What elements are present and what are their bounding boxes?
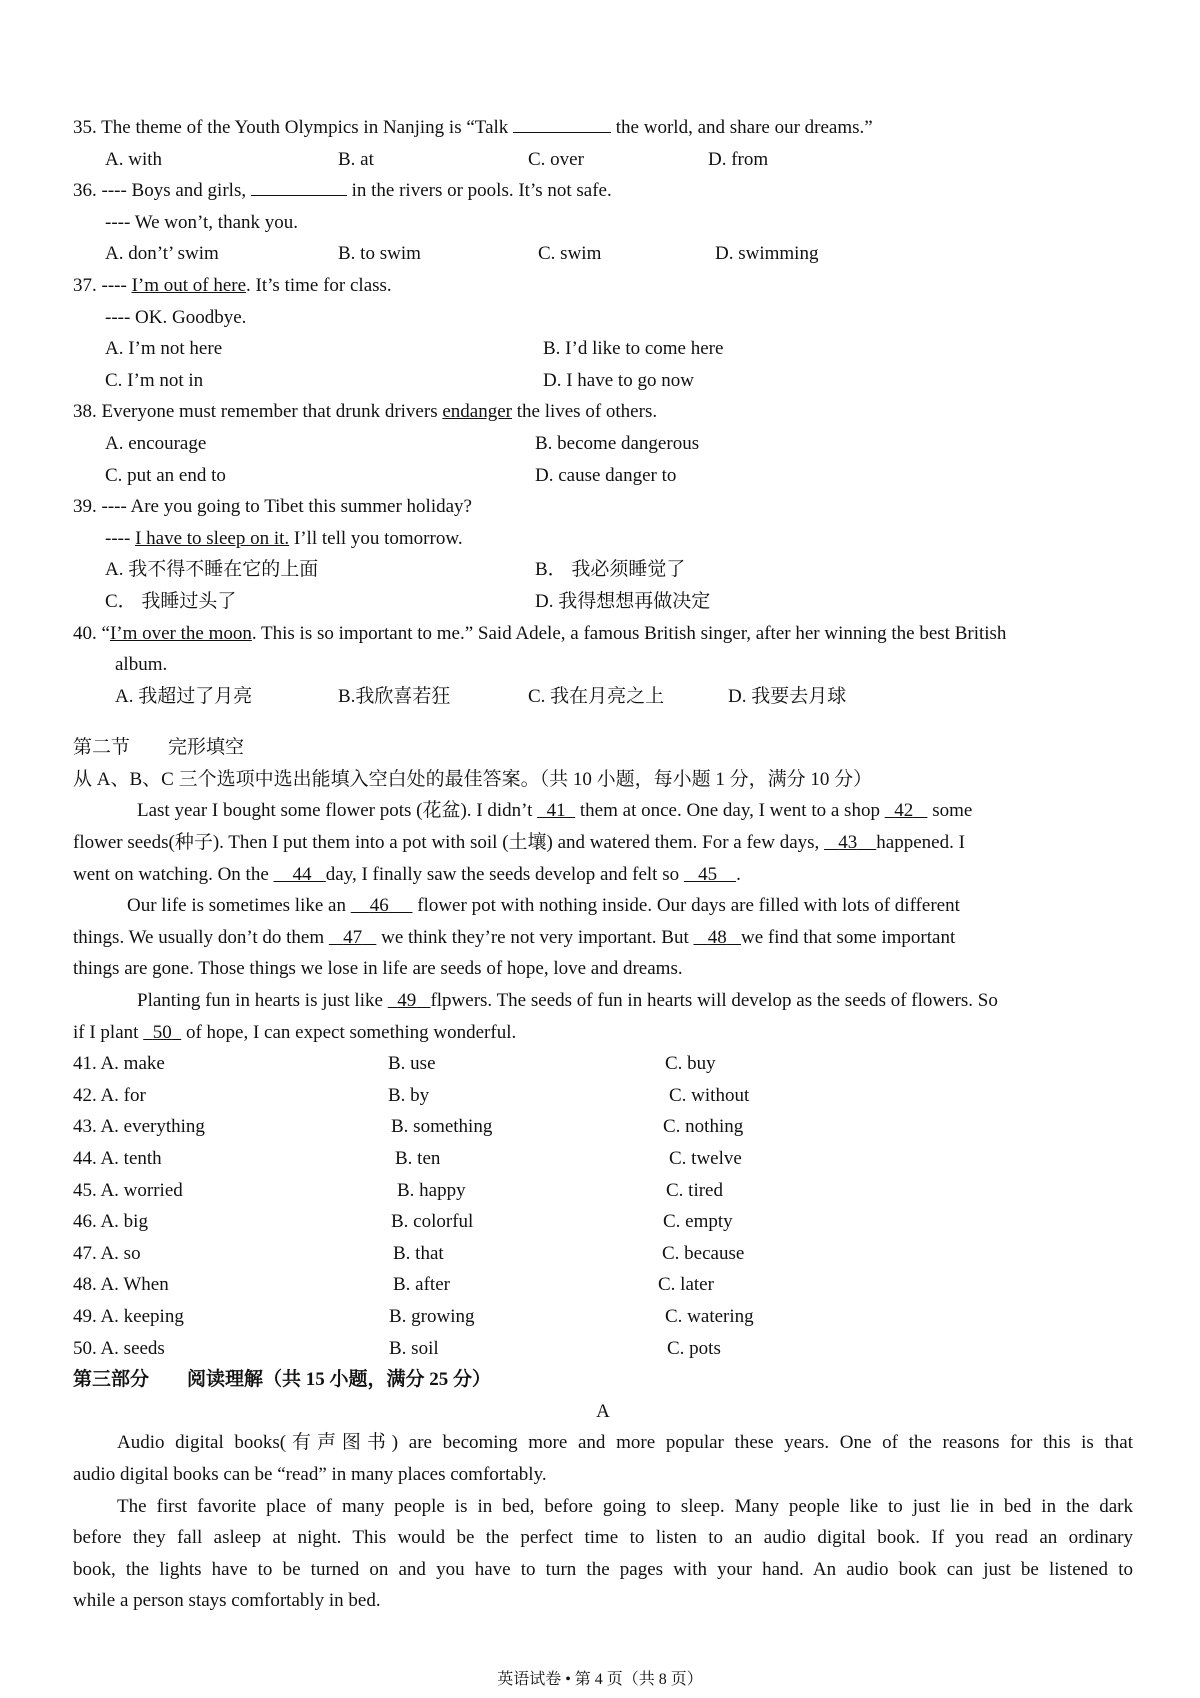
reading-p2-line2: before they fall asleep at night. This would be the perfect time to listen to an audio digital book. If you read an ordinary (73, 1527, 1133, 1549)
question-39-options-row1 (73, 554, 1133, 586)
q36-reply: ---- We won’t, thank you. (105, 211, 299, 233)
question-38-options-row2 (73, 460, 1133, 492)
q39-option-b: B． 我必须睡觉了 (535, 559, 686, 581)
option-49-c: C. watering (665, 1305, 754, 1327)
cloze-text: if I plant (73, 1021, 144, 1043)
q37-option-c: C. I’m not in (105, 369, 204, 391)
q35-option-a: A. with (105, 148, 162, 170)
blank-49 (388, 990, 431, 1011)
option-48-c: C. later (658, 1274, 714, 1296)
blank-47 (329, 927, 377, 948)
question-35-stem (73, 112, 1133, 144)
option-50-b: B. soil (389, 1337, 439, 1359)
option-41-b: B. use (388, 1053, 436, 1075)
cloze-p3-line1 (73, 985, 1133, 1017)
q36-blank (251, 175, 347, 196)
option-44-a: 44. A. tenth (73, 1148, 162, 1169)
q39-reply (73, 523, 1133, 555)
q40-option-c: C. 我在月亮之上 (528, 685, 665, 707)
q36-stem-b: in the rivers or pools. It’s not safe. (346, 180, 612, 202)
blank-50-number: 50 (152, 1021, 172, 1043)
blank-46 (351, 895, 413, 916)
cloze-options-47 (73, 1238, 1133, 1270)
option-48-a: 48. A. When (73, 1274, 169, 1296)
cloze-p2-line3: things are gone. Those things we lose in life are seeds of hope, love and dreams. (73, 958, 683, 980)
question-39-stem: 39. ---- Are you going to Tibet this summer holiday? (73, 496, 472, 518)
q37-option-d: D. I have to go now (543, 369, 694, 391)
q37-reply: ---- OK. Goodbye. (105, 306, 247, 328)
cloze-options-45 (73, 1175, 1133, 1207)
cloze-text: day, I finally saw the seeds develop and felt so (325, 863, 684, 885)
spacer (73, 712, 1133, 732)
cloze-text: we find that some important (740, 926, 956, 948)
q37-suffix: . It’s time for class. (246, 274, 392, 296)
q40-option-d: D. 我要去月球 (728, 685, 847, 707)
blank-46-number: 46 (369, 895, 389, 917)
cloze-text: . (736, 863, 741, 885)
reading-p1-line1: Audio digital books(有声图书) are becoming more and more popular these years. One of the reasons for this is that (117, 1432, 1133, 1454)
q35-blank (513, 112, 611, 133)
question-38-options-row1 (73, 428, 1133, 460)
cloze-options-50 (73, 1333, 1133, 1365)
option-42-b: B. by (388, 1084, 430, 1106)
q40-stem-continued: album. (115, 654, 168, 676)
question-36-options (73, 238, 1133, 270)
option-43-b: B. something (391, 1116, 493, 1138)
cloze-text: things. We usually don’t do them (73, 926, 329, 948)
option-48-b: B. after (393, 1274, 450, 1296)
question-38-stem (73, 396, 1133, 428)
q36-option-b: B. to swim (338, 243, 421, 265)
cloze-p3-line2 (73, 1017, 1133, 1049)
q39-option-a: A. 我不得不睡在它的上面 (105, 559, 319, 581)
cloze-p1-line3 (73, 859, 1133, 891)
blank-42 (885, 800, 928, 821)
section-2-instruction: 从 A、B、C 三个选项中选出能填入空白处的最佳答案。（共 10 小题，每小题 1 分，满分 10 分） (73, 768, 873, 790)
option-46-c: C. empty (663, 1211, 733, 1233)
q38-option-c: C. put an end to (105, 464, 226, 486)
q37-underlined-phrase: I’m out of here (131, 274, 247, 296)
cloze-text: flower seeds(种子). Then I put them into a pot with soil (土壤) and watered them. For a few days, (73, 832, 825, 854)
option-49-a: 49. A. keeping (73, 1305, 184, 1327)
option-47-b: B. that (393, 1242, 444, 1264)
cloze-p2-line2 (73, 922, 1133, 954)
q35-option-b: B. at (338, 148, 374, 170)
cloze-text: Last year I bought some flower pots (花盆). I didn’t (137, 800, 538, 822)
q35-option-d: D. from (708, 148, 769, 170)
blank-45 (684, 864, 736, 885)
cloze-options-41 (73, 1048, 1133, 1080)
blank-41 (537, 800, 575, 821)
exam-page (73, 112, 1133, 1617)
blank-45-number: 45 (698, 863, 718, 885)
blank-43 (824, 832, 876, 853)
q39-prefix: ---- (105, 527, 136, 549)
q38-option-d: D. cause danger to (535, 464, 677, 486)
option-47-a: 47. A. so (73, 1242, 141, 1264)
q35-stem-a: 35. The theme of the Youth Olympics in Nanjing is “Talk (73, 117, 514, 138)
cloze-options-48 (73, 1269, 1133, 1301)
cloze-text: flpwers. The seeds of fun in hearts will develop as the seeds of flowers. So (430, 990, 998, 1012)
cloze-options-42 (73, 1080, 1133, 1112)
q40-suffix: . This is so important to me.” Said Adele, a famous British singer, after her winning the best British (251, 622, 1007, 644)
q36-stem-a: 36. ---- Boys and girls, (73, 180, 251, 202)
q40-option-a: A. 我超过了月亮 (115, 685, 253, 707)
option-49-b: B. growing (389, 1305, 475, 1327)
option-45-b: B. happy (397, 1179, 466, 1201)
blank-47-number: 47 (343, 926, 363, 948)
cloze-text: Planting fun in hearts is just like (137, 990, 388, 1012)
cloze-options-49 (73, 1301, 1133, 1333)
question-40-options (73, 681, 1133, 713)
cloze-text: happened. I (876, 832, 965, 854)
option-42-a: 42. A. for (73, 1084, 146, 1106)
option-47-c: C. because (662, 1242, 745, 1264)
question-40-stem (73, 618, 1133, 650)
q38-underlined-word: endanger (442, 401, 512, 423)
option-50-a: 50. A. seeds (73, 1337, 165, 1359)
cloze-text: some (927, 800, 973, 822)
q40-prefix: 40. “ (73, 622, 110, 644)
q36-option-d: D. swimming (715, 243, 819, 265)
option-50-c: C. pots (667, 1337, 721, 1359)
cloze-text: Our life is sometimes like an (127, 895, 351, 917)
question-37-stem (73, 270, 1133, 302)
q39-option-d: D. 我得想想再做决定 (535, 590, 711, 612)
reading-p1-line2: audio digital books can be “read” in many places comfortably. (73, 1463, 547, 1485)
option-44-c: C. twelve (669, 1148, 742, 1169)
reading-p2-line1: The first favorite place of many people is in bed, before going to sleep. Many people like to just lie in bed in the dark (117, 1495, 1133, 1517)
option-45-c: C. tired (666, 1179, 723, 1201)
q37-option-a: A. I’m not here (105, 338, 223, 360)
q40-option-b: B.我欣喜若狂 (338, 685, 451, 707)
blank-41-number: 41 (546, 800, 566, 822)
option-46-b: B. colorful (391, 1211, 474, 1233)
q39-suffix: I’ll tell you tomorrow. (289, 527, 463, 549)
question-39-options-row2 (73, 586, 1133, 618)
q37-prefix: 37. ---- (73, 274, 132, 296)
q38-option-a: A. encourage (105, 432, 207, 454)
reading-p2-line4: while a person stays comfortably in bed. (73, 1590, 381, 1612)
option-46-a: 46. A. big (73, 1211, 148, 1233)
q38-option-b: B. become dangerous (535, 432, 700, 454)
q38-prefix: 38. Everyone must remember that drunk drivers (73, 401, 443, 423)
reading-p2-line3: book, the lights have to be turned on and you have to turn the pages with your hand. An audio book can just be listened to (73, 1558, 1133, 1580)
cloze-p2-line1 (73, 890, 1133, 922)
question-35-options (73, 144, 1133, 176)
q37-option-b: B. I’d like to come here (543, 338, 724, 360)
q39-option-c: C． 我睡过头了 (105, 590, 237, 612)
passage-label: A (596, 1400, 610, 1422)
cloze-text: them at once. One day, I went to a shop (575, 800, 885, 822)
cloze-text: flower pot with nothing inside. Our days are filled with lots of different (412, 895, 960, 917)
blank-42-number: 42 (894, 800, 914, 822)
question-37-options-row1 (73, 333, 1133, 365)
option-41-a: 41. A. make (73, 1053, 165, 1075)
section-3-title: 第三部分 阅读理解（共 15 小题，满分 25 分） (73, 1369, 492, 1391)
cloze-text: of hope, I can expect something wonderful. (181, 1021, 517, 1043)
blank-48-number: 48 (707, 926, 727, 948)
blank-50 (143, 1022, 181, 1043)
cloze-options-44 (73, 1143, 1133, 1175)
option-42-c: C. without (669, 1084, 750, 1106)
q38-suffix: the lives of others. (511, 401, 658, 423)
option-43-a: 43. A. everything (73, 1116, 205, 1138)
question-37-options-row2 (73, 365, 1133, 397)
cloze-text: we think they’re not very important. But (376, 926, 694, 948)
q36-option-c: C. swim (538, 243, 602, 265)
q39-underlined-phrase: I have to sleep on it. (135, 527, 290, 549)
q35-option-c: C. over (528, 148, 584, 170)
cloze-p1-line2 (73, 827, 1133, 859)
section-2-title: 第二节 完形填空 (73, 737, 245, 759)
option-41-c: C. buy (665, 1053, 716, 1075)
q35-stem-b: the world, and share our dreams.” (611, 117, 873, 138)
blank-48 (693, 927, 741, 948)
blank-43-number: 43 (838, 832, 858, 854)
q40-underlined-phrase: I’m over the moon (109, 622, 252, 644)
option-45-a: 45. A. worried (73, 1179, 183, 1201)
blank-49-number: 49 (397, 990, 417, 1012)
option-43-c: C. nothing (663, 1116, 744, 1138)
q36-option-a: A. don’t’ swim (105, 243, 219, 265)
question-36-stem (73, 175, 1133, 207)
cloze-p1-line1 (73, 795, 1133, 827)
cloze-text: went on watching. On the (73, 863, 274, 885)
option-44-b: B. ten (395, 1148, 441, 1169)
cloze-options-43 (73, 1111, 1133, 1143)
blank-44 (274, 864, 326, 885)
cloze-options-46 (73, 1206, 1133, 1238)
blank-44-number: 44 (292, 863, 312, 885)
page-footer: 英语试卷 • 第 4 页（共 8 页） (497, 1671, 703, 1688)
